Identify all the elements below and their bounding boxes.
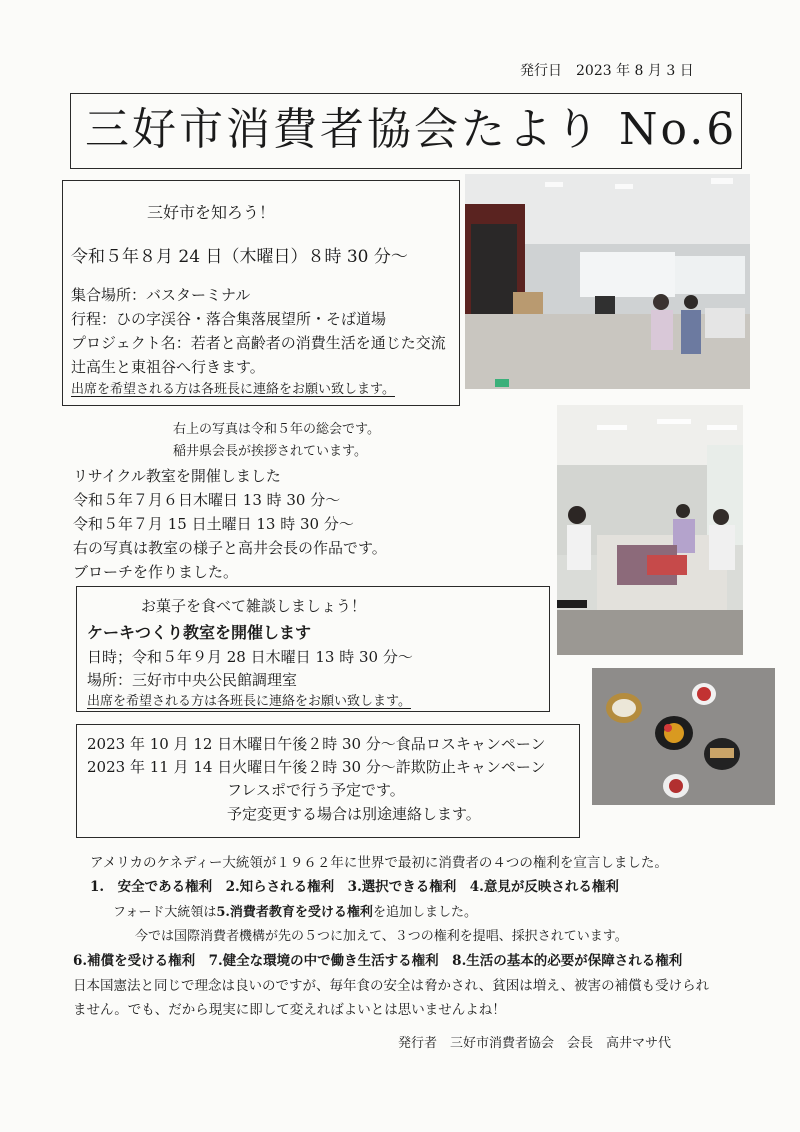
campaign-change-note: 予定変更する場合は別途連絡します。 bbox=[227, 805, 481, 823]
recycle-line4: 右の写真は教室の様子と高井会長の作品です。 bbox=[73, 539, 387, 557]
title-box bbox=[70, 93, 742, 169]
workshop-photo bbox=[557, 405, 743, 655]
brooches-photo bbox=[592, 668, 775, 805]
rights-closing-line1: 日本国憲法と同じで理念は良いのですが、毎年食の安全は脅かされ、貧困は増え、被害の補償も受けられ bbox=[73, 978, 710, 994]
event-tour-box bbox=[62, 180, 460, 406]
event-tour-project-line1: プロジェクト名：若者と高齢者の消費生活を通じた交流 bbox=[71, 334, 446, 352]
event-tour-itinerary: 行程：ひの字渓谷・落合集落展望所・そば道場 bbox=[71, 310, 387, 328]
recycle-line5: ブローチを作りました。 bbox=[73, 563, 239, 581]
rights-list-6-8: 6.補償を受ける権利 7.健全な環境の中で働き生活する権利 8.生活の基本的必要が保障される権利 bbox=[73, 953, 683, 969]
caption-photo1-line2: 稲井県会長が挨拶されています。 bbox=[173, 444, 367, 459]
campaigns-box bbox=[76, 724, 580, 838]
rights-ford-pre: フォード大統領は bbox=[113, 905, 217, 920]
event-tour-heading: 三好市を知ろう！ bbox=[147, 203, 276, 222]
cake-place: 場所：三好市中央公民館調理室 bbox=[87, 671, 298, 689]
rights-list-1-4: 1. 安全である権利 2.知らされる権利 3.選択できる権利 4.意見が反映される権利 bbox=[90, 879, 619, 895]
issue-date bbox=[520, 64, 694, 78]
issue-date-label: 発行日 bbox=[520, 63, 562, 79]
campaign-food-loss: 2023 年 10 月 12 日木曜日午後２時 30 分～食品ロスキャンペーン bbox=[87, 735, 546, 753]
campaign-fraud-prevention: 2023 年 11 月 14 日火曜日午後２時 30 分～詐欺防止キャンペーン bbox=[87, 758, 546, 776]
rights-ford-post: を追加しました。 bbox=[372, 905, 477, 920]
caption-photo1-line1: 右上の写真は令和５年の総会です。 bbox=[173, 422, 380, 437]
event-tour-meeting-place: 集合場所：バスターミナル bbox=[71, 286, 251, 304]
meeting-hall-photo bbox=[465, 174, 750, 389]
recycle-line2: 令和５年７月６日木曜日 13 時 30 分～ bbox=[73, 491, 341, 509]
cake-notice: 出席を希望される方は各班長に連絡をお願い致します。 bbox=[87, 694, 411, 709]
rights-ci: 今では国際消費者機構が先の５つに加えて、３つの権利を提唱、採択されています。 bbox=[135, 929, 628, 944]
recycle-line1: リサイクル教室を開催しました bbox=[73, 467, 281, 485]
campaign-venue: フレスポで行う予定です。 bbox=[227, 781, 405, 799]
event-tour-datetime: 令和５年８月 24 日（木曜日）８時 30 分～ bbox=[71, 247, 408, 267]
rights-ford-right5: 5.消費者教育を受ける権利 bbox=[216, 905, 373, 920]
cake-datetime: 日時；令和５年９月 28 日木曜日 13 時 30 分～ bbox=[87, 648, 413, 666]
publisher: 発行者 三好市消費者協会 会長 高井マサ代 bbox=[398, 1036, 672, 1051]
recycle-line3: 令和５年７月 15 日土曜日 13 時 30 分～ bbox=[73, 515, 354, 533]
event-tour-notice: 出席を希望される方は各班長に連絡をお願い致します。 bbox=[71, 382, 395, 397]
rights-intro: アメリカのケネディー大統領が１９６２年に世界で最初に消費者の４つの権利を宣言しました。 bbox=[90, 855, 668, 871]
event-tour-project-line2: 辻高生と東祖谷へ行きます。 bbox=[71, 358, 265, 376]
cake-class-box bbox=[76, 586, 550, 712]
rights-ford bbox=[113, 906, 477, 919]
issue-date-value: 2023 年 8 月 3 日 bbox=[576, 63, 694, 79]
cake-heading: ケーキつくり教室を開催します bbox=[87, 623, 312, 642]
cake-intro: お菓子を食べて雑談しましょう！ bbox=[141, 597, 367, 615]
page-title: 三好市消費者協会たより No.6 bbox=[85, 104, 738, 155]
rights-closing-line2: ません。でも、だから現実に即して変えればよいとは思いませんよね！ bbox=[73, 1002, 506, 1018]
